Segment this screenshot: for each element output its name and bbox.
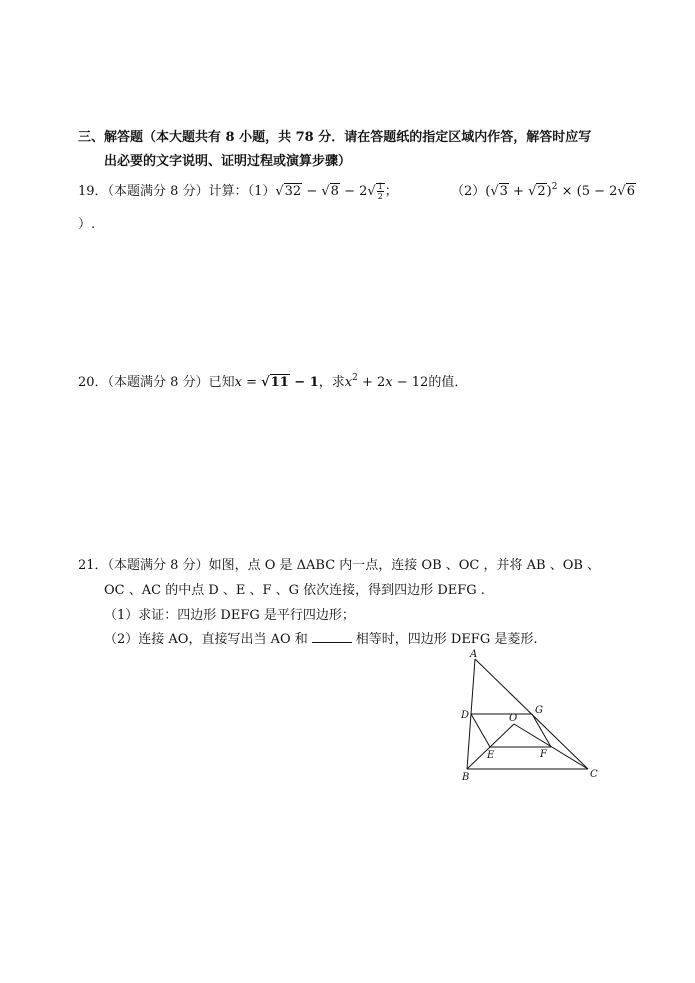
expression-1: √32 − √8 − 2√ $\frac{1}{2}$ [275, 182, 383, 201]
question-21: 21．（本题满分 8 分）如图，点 O 是 ΔABC 内一点，连接 OB 、OC ，并将 AB 、OB 、 [78, 558, 601, 573]
label-b: B [462, 772, 470, 783]
question-20: 20．（本题满分 8 分）已知x = √11 − 1，求$x^2 + 2x - 12$的值． [78, 373, 468, 390]
label-o: O [509, 713, 518, 724]
geometry-figure [450, 645, 610, 785]
section-heading: 三、解答题（本大题共有 8 小题，共 78 分．请在答题纸的指定区域内作答，解答时应写 [78, 130, 592, 145]
question-prefix: （本题满分 8 分）计算：（1） [107, 184, 276, 199]
section-heading-continuation: 出必要的文字说明、证明过程或演算步骤） [104, 154, 352, 169]
label-c: C [590, 769, 598, 780]
label-g: G [535, 705, 543, 716]
question-number: 19． [78, 184, 108, 199]
question-21-line-2: OC 、AC 的中点 D 、E 、F 、G 依次连接，得到四边形 DEFG . [104, 583, 485, 598]
question-21-part-1: （1）求证：四边形 DEFG 是平行四边形； [104, 608, 355, 623]
label-e: E [487, 750, 495, 761]
label-a: A [470, 649, 478, 660]
segment-de [471, 714, 490, 747]
label-f: F [540, 749, 547, 760]
question-19-part-2: $(2)(√3 + √2)^2 \times (5 - 2√6$ [451, 182, 635, 199]
expression-2: $(√3 + √2)^2 \times (5 - 2√6$ [485, 182, 635, 199]
question-21-part-2: （2）连接 AO，直接写出当 AO 和 相等时，四边形 DEFG 是菱形. [104, 632, 538, 647]
question-19-continuation: ）. [78, 217, 96, 232]
question-19: 19．（本题满分 8 分）计算：（1）√32 − √8 − 2√ $\frac{1}{2}$ ； [78, 182, 398, 201]
answer-blank[interactable] [312, 630, 352, 643]
label-d: D [461, 710, 470, 721]
